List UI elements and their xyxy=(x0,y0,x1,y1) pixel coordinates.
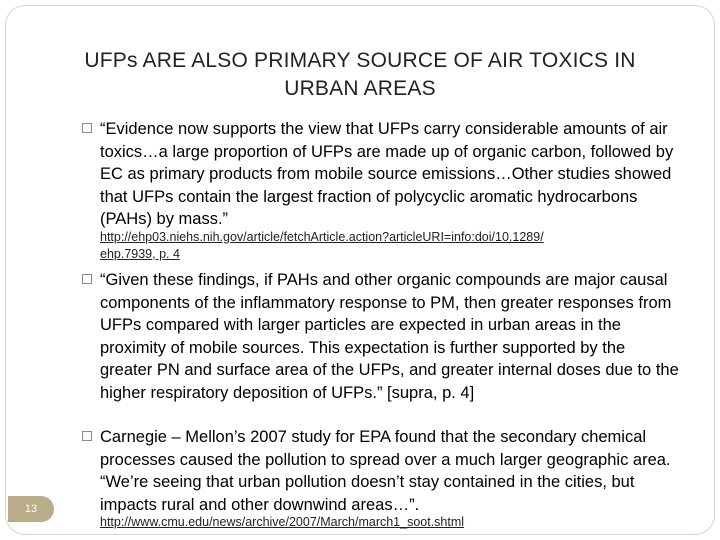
bullet-text: “Given these findings, if PAHs and other organic compounds are major causal components of the inflammatory response to PM, then greater responses from UFPs compared with larger particles are expected in urban areas in the proximity of mobile sources. This expectation is further supported by the greater PN and surface area of the UFPs, and greater internal doses due to the higher respiratory deposition of UFPs.” [supra, p. 4] xyxy=(100,271,679,402)
slide-title-line-2: URBAN AREAS xyxy=(284,77,436,100)
source-link-1-line-2: ehp.7939 xyxy=(100,247,153,261)
page-number: 13 xyxy=(24,503,38,515)
slide-title-line-1: UFPs ARE ALSO PRIMARY SOURCE OF AIR TOXICS IN xyxy=(84,49,636,72)
bullet-item-3 xyxy=(80,426,680,516)
bullet-item-2 xyxy=(80,269,680,405)
bullet-square-icon xyxy=(82,123,92,133)
bullet-text: Carnegie – Mellon’s 2007 study for EPA found that the secondary chemical processes caused the pollution to spread over a much larger geographic area. “We’re seeing that urban pollution doesn’t stay contained in the cities, but impacts rural and other downwind areas…”. xyxy=(100,428,671,514)
source-link-block-1 xyxy=(80,229,700,263)
bullet-item-1 xyxy=(80,118,680,231)
slide-title xyxy=(30,47,690,103)
source-link-1-suffix: , p. 4 xyxy=(152,247,180,261)
source-link-block-3 xyxy=(80,514,700,531)
source-link-1-line-1: http://ehp03.niehs.nih.gov/article/fetchArticle.action?articleURI=info:doi/10.1289/ xyxy=(100,230,544,244)
bullet-square-icon xyxy=(82,274,92,284)
bullet-square-icon xyxy=(82,431,92,441)
source-link-3[interactable]: http://www.cmu.edu/news/archive/2007/March/march1_soot.shtml xyxy=(100,515,465,529)
bullet-text: “Evidence now supports the view that UFPs carry considerable amounts of air toxics…a large proportion of UFPs are made up of organic carbon, followed by EC as primary products from mobile source emissions…Other studies showed that UFPs contain the largest fraction of polycyclic aromatic hydrocarbons (PAHs) by mass.” xyxy=(100,120,674,229)
source-link-1[interactable] xyxy=(80,229,700,263)
page-number-badge xyxy=(8,496,54,522)
